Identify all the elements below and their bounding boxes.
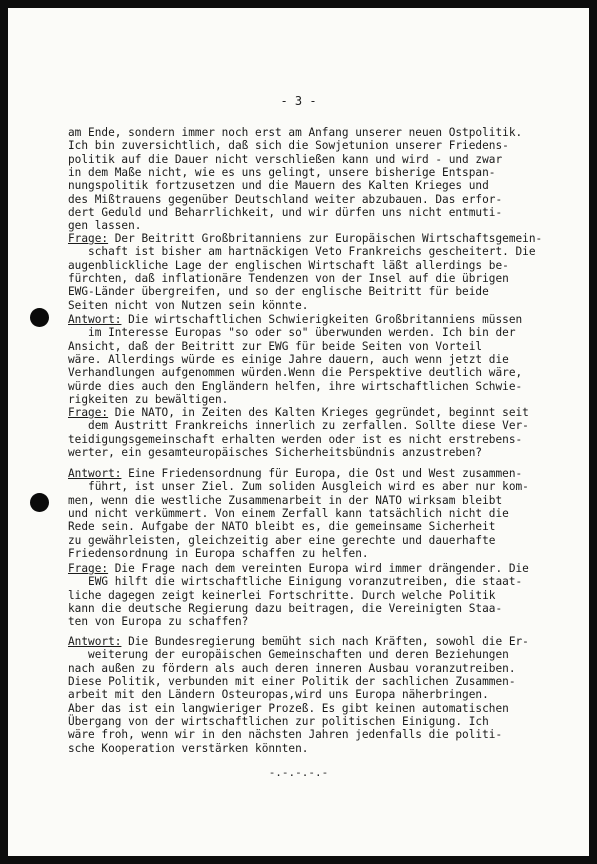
text-line: kann die deutsche Regierung dazu beitragen, die Vereinigten Staa- (68, 602, 503, 616)
text-line (68, 313, 572, 326)
answer-label: Antwort: (68, 635, 122, 648)
question-text: Die Frage nach dem vereinten Europa wird immer drängender. Die (108, 562, 529, 575)
text-line: weiterung der europäischen Gemeinschaften und deren Beziehungen (68, 648, 509, 662)
text-line (68, 562, 572, 575)
text-line: augenblickliche Lage der englischen Wirtschaft läßt allerdings be- (68, 258, 509, 272)
text-line: rigkeiten zu bewältigen. (68, 393, 229, 407)
text-line: EWG-Länder übergreifen, und so der englische Beitritt für beide (68, 285, 489, 299)
end-of-text-mark: -.-.-.-.- (268, 766, 329, 779)
text-line: am Ende, sondern immer noch erst am Anfang unserer neuen Ostpolitik. (68, 126, 523, 139)
text-line (68, 467, 572, 480)
text-line: liche dagegen zeigt keinerlei Fortschritte. Durch welche Politik (68, 588, 496, 602)
answer-block (68, 635, 572, 755)
text-line: des Mißtrauens gegenüber Deutschland weiter abzubauen. Das erfor- (68, 192, 503, 206)
question-block (68, 232, 572, 312)
text-line: ten von Europa zu schaffen? (68, 615, 249, 629)
document-page (8, 8, 589, 856)
text-line: men, wenn die westliche Zusammenarbeit in der NATO wirksam bleibt (68, 493, 503, 507)
text-line: Ich bin zuversichtlich, daß sich die Sowjetunion unserer Friedens- (68, 139, 509, 153)
text-line: politik auf die Dauer nicht verschließen kann und wird - und zwar (68, 152, 503, 166)
question-label: Frage: (68, 232, 109, 245)
answer-block (68, 467, 572, 560)
text-line (68, 406, 572, 419)
punch-hole-lower (30, 493, 49, 512)
text-line: schaft ist bisher am hartnäckigen Veto Frankreichs gescheitert. Die (68, 245, 536, 259)
text-line: teidigungsgemeinschaft erhalten werden oder ist es nicht erstrebens- (68, 432, 523, 446)
text-line (68, 635, 572, 648)
text-line: in dem Maße nicht, wie es uns gelingt, unsere bisherige Entspan- (68, 166, 496, 180)
text-line: zu gewährleisten, gleichzeitig aber eine gerechte und dauerhafte (68, 533, 496, 547)
text-line: dert Geduld und Beharrlichkeit, und wir dürfen uns nicht entmuti- (68, 206, 503, 220)
answer-label: Antwort: (68, 467, 122, 480)
text-line: wäre. Allerdings würde es einige Jahre dauern, auch wenn jetzt die (68, 353, 509, 367)
text-line: im Interesse Europas "so oder so" überwunden werden. Ich bin der (68, 326, 516, 340)
answer-label: Antwort: (68, 313, 122, 326)
text-line: Verhandlungen aufgenommen würden.Wenn die Perspektive deutlich wäre, (68, 366, 523, 380)
answer-text: Die Bundesregierung bemüht sich nach Kräften, sowohl die Er- (121, 635, 529, 648)
question-label: Frage: (68, 406, 109, 419)
text-line: nach außen zu fördern als auch deren inneren Ausbau voranzutreiben. (68, 661, 516, 675)
text-line: Übergang von der wirtschaftlichen zur politischen Einigung. Ich (68, 715, 489, 729)
answer-block (68, 313, 572, 406)
text-line: Seiten nicht von Nutzen sein könnte. (68, 298, 309, 312)
text-line: und nicht verkümmert. Von einem Zerfall kann tatsächlich nicht die (68, 507, 509, 521)
answer-text: Die wirtschaftlichen Schwierigkeiten Großbritanniens müssen (121, 313, 523, 326)
text-line: gen lassen. (68, 219, 142, 233)
text-line: würde dies auch den Engländern helfen, ihre wirtschaftlichen Schwie- (68, 379, 523, 393)
question-text: Der Beitritt Großbritanniens zur Europäischen Wirtschaftsgemein- (108, 232, 543, 245)
question-block (68, 562, 572, 629)
text-line (68, 232, 572, 245)
text-line: Friedensordnung in Europa schaffen zu helfen. (68, 547, 369, 561)
answer-text: Eine Friedensordnung für Europa, die Ost und West zusammen- (121, 467, 523, 480)
text-line: EWG hilft die wirtschaftliche Einigung voranzutreiben, die staat- (68, 575, 523, 589)
question-block (68, 406, 572, 459)
text-line: Aber das ist ein langwieriger Prozeß. Es gibt keinen automatischen (68, 701, 509, 715)
text-line: Diese Politik, verbunden mit einer Politik der sachlichen Zusammen- (68, 675, 516, 689)
intro-paragraph (68, 126, 572, 233)
text-line: wäre froh, wenn wir in den nächsten Jahren jedenfalls die politi- (68, 728, 503, 742)
page-number: - 3 - (280, 94, 317, 108)
text-line: fürchten, daß inflationäre Tendenzen von der Insel auf die übrigen (68, 272, 509, 286)
question-label: Frage: (68, 562, 109, 575)
text-line: nungspolitik fortzusetzen und die Mauern des Kalten Krieges und (68, 179, 489, 193)
text-line: führt, ist unser Ziel. Zum soliden Ausgleich wird es aber nur kom- (68, 480, 529, 494)
text-line: sche Kooperation verstärken könnten. (68, 741, 309, 755)
text-line: arbeit mit den Ländern Osteuropas,wird uns Europa näherbringen. (68, 688, 489, 702)
punch-hole-upper (30, 308, 49, 327)
text-line: Rede sein. Aufgabe der NATO bleibt es, die gemeinsame Sicherheit (68, 520, 496, 534)
question-text: Die NATO, in Zeiten des Kalten Krieges gegründet, beginnt seit (108, 406, 529, 419)
text-line: Ansicht, daß der Beitritt zur EWG für beide Seiten von Vorteil (68, 339, 483, 353)
text-line: werter, ein gesamteuropäisches Sicherheitsbündnis anzustreben? (68, 446, 483, 460)
text-line: dem Austritt Frankreichs innerlich zu zerfallen. Sollte diese Ver- (68, 419, 529, 433)
